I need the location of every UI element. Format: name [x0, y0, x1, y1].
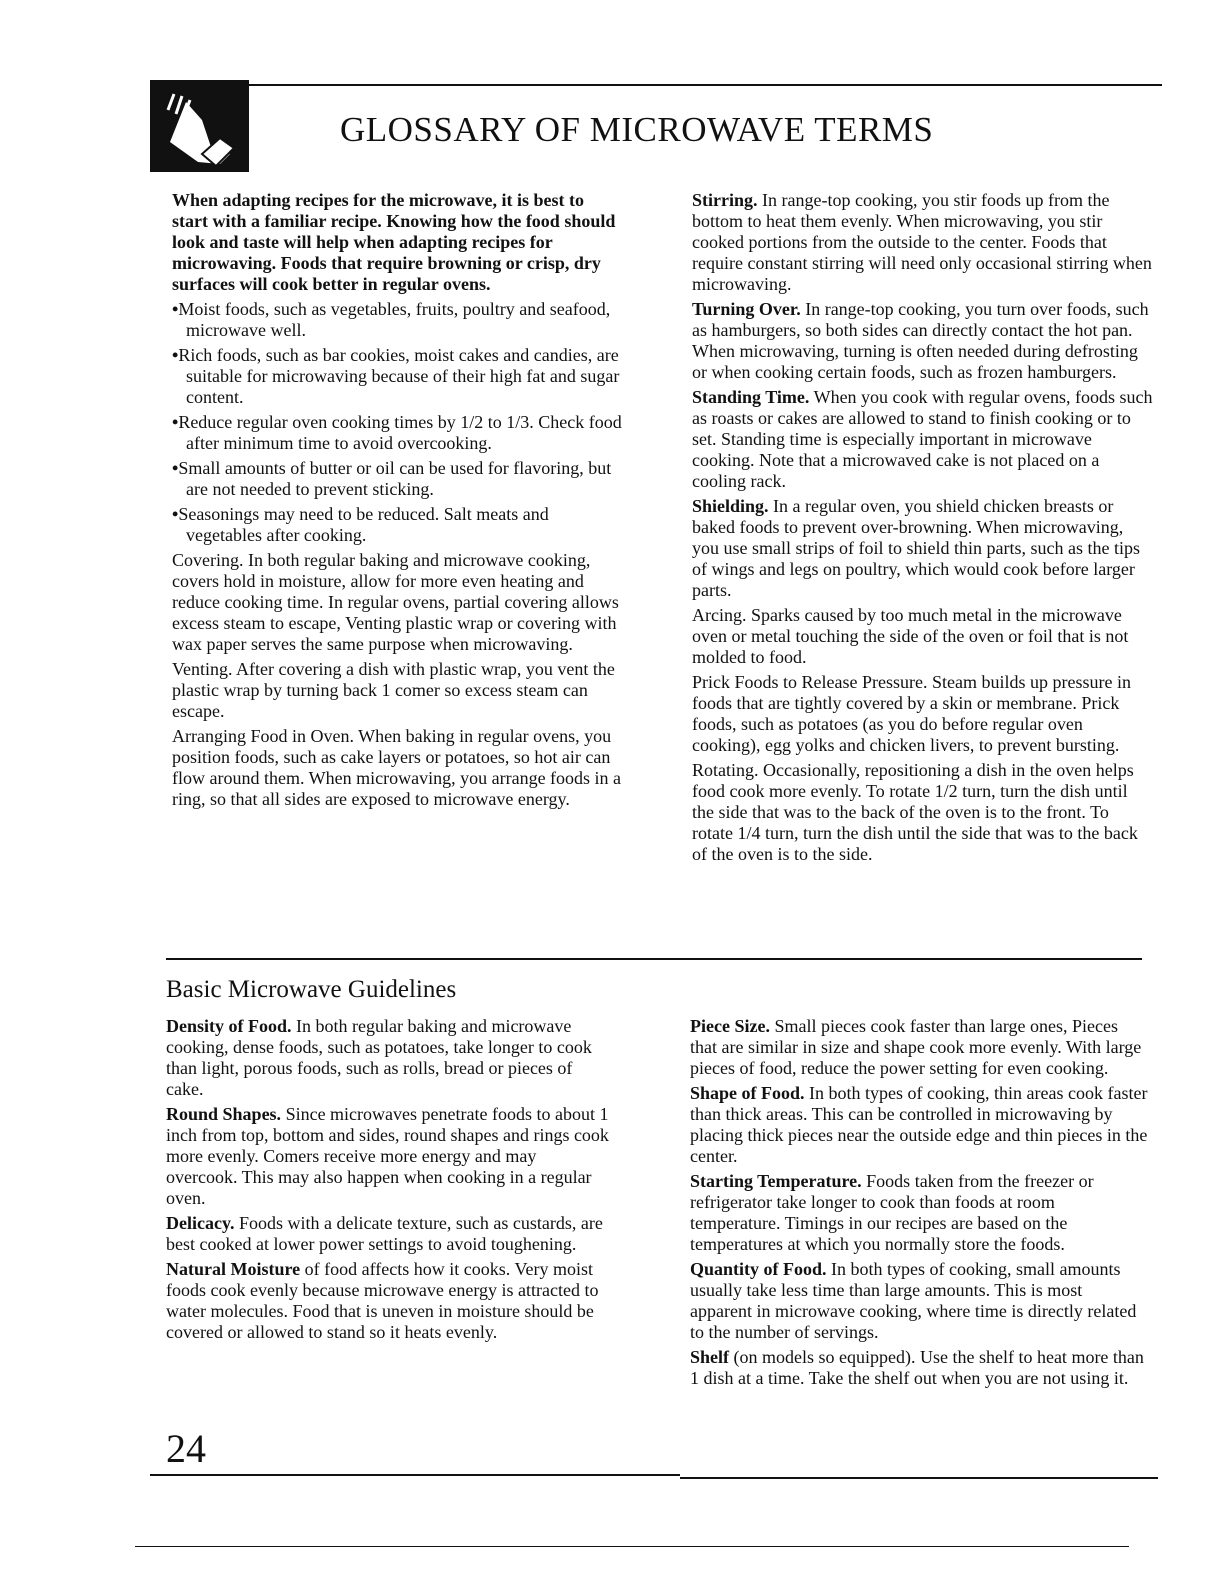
term-shielding: Shielding. In a regular oven, you shield chicken breasts or baked foods to prevent over-browning. When microwaving, you use small strips of foil to shield thin parts, such as the tips of wings and legs on poultry, which would cook before larger parts.: [692, 496, 1140, 600]
intro-text: When adapting recipes for the microwave, it is best to start with a familiar recipe. Knowing how the food should look and taste will help when adapting recipes for microwaving. Foods that require browning or crisp, dry surfaces will cook better in regular ovens.: [172, 190, 616, 294]
right-column: [692, 190, 1154, 869]
guidelines-left-column: [166, 1016, 612, 1347]
guideline-piece-size: Piece Size. Small pieces cook faster than large ones, Pieces that are similar in size and shape cook more evenly. With large pieces of food, reduce the power setting for even cooking.: [690, 1016, 1142, 1078]
term-covering: Covering. In both regular baking and microwave cooking, covers hold in moisture, allow for more even heating and reduce cooking time. In regular ovens, partial covering allows excess steam to escape, Venting plastic wrap or covering with wax paper serves the same purpose when microwaving.: [172, 550, 619, 654]
header-rule: [150, 84, 1162, 86]
term-venting: Venting. After covering a dish with plastic wrap, you vent the plastic wrap by turning back 1 comer so excess steam can escape.: [172, 659, 615, 721]
guidelines-heading: Basic Microwave Guidelines: [166, 976, 457, 1003]
bullet-item: •Rich foods, such as bar cookies, moist cakes and candies, are suitable for microwaving because of their high fat and sugar content.: [172, 345, 620, 407]
left-column: [172, 190, 622, 814]
bullet-item: •Seasonings may need to be reduced. Salt meats and vegetables after cooking.: [172, 504, 549, 545]
guideline-round-shapes: Round Shapes. Since microwaves penetrate foods to about 1 inch from top, bottom and sides, round shapes and rings cook more evenly. Comers receive more energy and may overcook. This may also happen when cooking in a regular oven.: [166, 1104, 609, 1208]
bottom-rule: [135, 1546, 1129, 1547]
footer-rule-left: [150, 1474, 680, 1476]
guideline-quantity: Quantity of Food. In both types of cooking, small amounts usually take less time than large amounts. This is most apparent in microwave cooking, where time is directly related to the number of servings.: [690, 1259, 1137, 1342]
term-arcing: Arcing. Sparks caused by too much metal in the microwave oven or metal touching the side of the oven or foil that is not molded to food.: [692, 605, 1129, 667]
bullet-item: •Small amounts of butter or oil can be used for flavoring, but are not needed to prevent sticking.: [172, 458, 612, 499]
hand-logo-icon: [150, 80, 249, 172]
bullet-item: •Moist foods, such as vegetables, fruits, poultry and seafood, microwave well.: [172, 299, 611, 340]
term-prick-foods: Prick Foods to Release Pressure. Steam builds up pressure in foods that are tightly covered by a skin or membrane. Prick foods, such as potatoes (as you do before regular oven cooking), egg yolks and chicken livers, to prevent bursting.: [692, 672, 1131, 755]
guidelines-right-column: [690, 1016, 1148, 1393]
guideline-shape-of-food: Shape of Food. In both types of cooking, thin areas cook faster than thick areas. This can be controlled in microwaving by placing thick pieces near the outside edge and thin pieces in the center.: [690, 1083, 1148, 1166]
guideline-starting-temperature: Starting Temperature. Foods taken from the freezer or refrigerator take longer to cook than foods at room temperature. Timings in our recipes are based on the temperatures at which you normally store the foods.: [690, 1171, 1094, 1254]
page-number: 24: [166, 1426, 206, 1471]
bullet-item: •Reduce regular oven cooking times by 1/2 to 1/3. Check food after minimum time to avoid overcooking.: [172, 412, 622, 453]
term-stirring: Stirring. In range-top cooking, you stir foods up from the bottom to heat them evenly. When microwaving, you stir cooked portions from the outside to the center. Foods that require constant stirring will need only occasional stirring when microwaving.: [692, 190, 1152, 294]
term-arranging: Arranging Food in Oven. When baking in regular ovens, you position foods, such as cake layers or potatoes, so hot air can flow around them. When microwaving, you arrange foods in a ring, so that all sides are exposed to microwave energy.: [172, 726, 622, 809]
page-title: GLOSSARY OF MICROWAVE TERMS: [340, 110, 934, 149]
guideline-density: Density of Food. In both regular baking and microwave cooking, dense foods, such as potatoes, take longer to cook than light, porous foods, such as rolls, bread or pieces of cake.: [166, 1016, 592, 1099]
guideline-delicacy: Delicacy. Foods with a delicate texture, such as custards, are best cooked at lower power settings to avoid toughening.: [166, 1213, 603, 1254]
guideline-shelf: Shelf (on models so equipped). Use the shelf to heat more than 1 dish at a time. Take the shelf out when you are not using it.: [690, 1347, 1144, 1388]
term-standing-time: Standing Time. When you cook with regular ovens, foods such as roasts or cakes are allowed to stand to finish cooking or to set. Standing time is especially important in microwave cooking. Note that a microwaved cake is not placed on a cooling rack.: [692, 387, 1153, 491]
guideline-natural-moisture: Natural Moisture of food affects how it cooks. Very moist foods cook evenly because microwave energy is attracted to water molecules. Food that is uneven in moisture should be covered or allowed to stand so it heats evenly.: [166, 1259, 599, 1342]
term-turning-over: Turning Over. In range-top cooking, you turn over foods, such as hamburgers, so both sides can directly contact the hot pan. When microwaving, turning is often needed during defrosting or when cooking certain foods, such as frozen hamburgers.: [692, 299, 1149, 382]
footer-rule-right: [680, 1477, 1158, 1479]
term-rotating: Rotating. Occasionally, repositioning a dish in the oven helps food cook more evenly. To rotate 1/2 turn, turn the dish until the side that was to the back of the oven is to the front. To rotate 1/4 turn, turn the dish until the side that was to the back of the oven is to the side.: [692, 760, 1138, 864]
section-divider: [166, 958, 1142, 960]
